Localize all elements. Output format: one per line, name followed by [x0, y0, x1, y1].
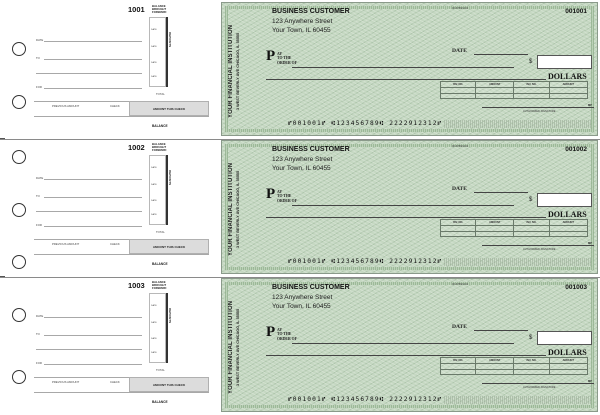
check-face — [221, 278, 598, 412]
dollars-label: DOLLARS — [548, 72, 587, 81]
stub-date-label: DATE — [36, 176, 44, 180]
pay-label-line1: AY — [277, 52, 283, 56]
pay-label-line3: ORDER OF — [277, 336, 297, 341]
pay-initial: P — [266, 186, 276, 202]
total-label: TOTAL — [156, 368, 165, 372]
stub-check-label: CHECK — [110, 104, 120, 108]
deposit-date-label: DATE — [151, 200, 157, 202]
deposits-label: DEPOSITS — [168, 32, 172, 48]
mp-mark: MP — [588, 104, 592, 107]
balance-label: BALANCE — [152, 262, 168, 266]
pay-label-line1: AY — [277, 190, 283, 194]
bank-info — [228, 149, 250, 269]
stub-to-line-2 — [36, 349, 142, 350]
business-street: 123 Anywhere Street — [272, 156, 333, 163]
stub-to-line[interactable] — [44, 335, 142, 336]
bank-address: 3 WEST BEVERLY AVE CHICAGO, IL 55555 — [236, 308, 240, 386]
invoice-header: INV. NO. — [441, 220, 476, 226]
deposits-label: DEPOSITS — [168, 170, 172, 186]
deposits-bar — [166, 17, 168, 87]
date-label: DATE — [452, 186, 467, 192]
business-name: BUSINESS CUSTOMER — [272, 146, 350, 153]
signature-field[interactable] — [482, 245, 594, 246]
routing-fraction: 00-6789/1234 — [452, 145, 469, 148]
micr-line: ⑈001001⑈ ⑆123456789⑆ 2222912312⑈ — [288, 120, 443, 127]
date-field[interactable] — [474, 330, 528, 331]
check-number: 001003 — [565, 284, 587, 291]
deposit-date-label: DATE — [151, 184, 157, 186]
invoice-cell[interactable] — [441, 369, 476, 374]
deposit-date-label: DATE — [151, 338, 157, 340]
business-street: 123 Anywhere Street — [272, 18, 333, 25]
payee-field[interactable] — [292, 343, 514, 344]
pay-initial: P — [266, 48, 276, 64]
micr-pattern — [444, 120, 592, 128]
stub-check-label: CHECK — [110, 380, 120, 384]
balance-brought-forward-label: BALANCE BROUGHT FORWARD — [152, 4, 167, 15]
dollar-sign: $ — [529, 197, 533, 203]
balance-label: BALANCE — [152, 124, 168, 128]
dollars-label: DOLLARS — [548, 210, 587, 219]
invoice-header: AMOUNT — [476, 220, 514, 226]
deposit-date-label: DATE — [151, 46, 157, 48]
deposit-date-label: DATE — [151, 322, 157, 324]
deposit-date-label: DATE — [151, 352, 157, 354]
invoice-cell[interactable] — [549, 93, 587, 98]
invoice-cell[interactable] — [441, 93, 476, 98]
invoice-cell[interactable] — [514, 93, 549, 98]
deposit-date-label: DATE — [151, 29, 157, 31]
deposits-bar — [166, 293, 168, 363]
check-stub — [34, 2, 209, 138]
written-amount-field[interactable] — [266, 79, 546, 80]
signature-label: AUTHORIZED SIGNATURE — [523, 248, 556, 251]
total-label: TOTAL — [156, 92, 165, 96]
stub-divider — [34, 254, 209, 255]
balance-brought-forward-label: BALANCE BROUGHT FORWARD — [152, 280, 167, 291]
stub-check-number: 1003 — [128, 281, 145, 290]
deposit-date-label: DATE — [151, 76, 157, 78]
deposits-label: DEPOSITS — [168, 308, 172, 324]
previous-amount-label: PREVIOUS AMOUNT — [52, 380, 80, 384]
invoice-header: INV. NO. — [441, 82, 476, 88]
stub-for-line[interactable] — [44, 226, 142, 227]
signature-field[interactable] — [482, 383, 594, 384]
pay-label-line2: TO THE — [277, 194, 292, 199]
bank-address: 3 WEST BEVERLY AVE CHICAGO, IL 55555 — [236, 170, 240, 248]
deposits-bar — [166, 155, 168, 225]
invoice-header: INV. NO. — [514, 358, 549, 364]
amount-field[interactable] — [537, 55, 592, 69]
stub-to-line-2 — [36, 73, 142, 74]
invoice-header: INV. NO. — [441, 358, 476, 364]
bank-info — [228, 11, 250, 131]
invoice-table — [440, 219, 588, 237]
business-city: Your Town, IL 60455 — [272, 165, 331, 172]
deposits-column[interactable] — [149, 17, 166, 87]
deposit-date-label: DATE — [151, 62, 157, 64]
pay-label-line2: TO THE — [277, 332, 292, 337]
invoice-header: AMOUNT — [476, 358, 514, 364]
business-name: BUSINESS CUSTOMER — [272, 284, 350, 291]
dollar-sign: $ — [529, 335, 533, 341]
stub-to-line[interactable] — [44, 197, 142, 198]
invoice-header: AMOUNT — [476, 82, 514, 88]
business-name: BUSINESS CUSTOMER — [272, 8, 350, 15]
invoice-cell[interactable] — [514, 231, 549, 236]
date-label: DATE — [452, 324, 467, 330]
stub-to-label: TO — [36, 332, 40, 336]
check-block — [0, 140, 600, 278]
bank-name: YOUR FINANCIAL INSTITUTION — [228, 162, 234, 256]
amount-this-check-box[interactable]: AMOUNT THIS CHECK — [129, 239, 209, 254]
stub-for-label: FOR — [36, 361, 42, 365]
pay-initial: P — [266, 324, 276, 340]
pay-to-the-order-of-label — [277, 52, 297, 65]
deposit-date-label: DATE — [151, 214, 157, 216]
business-city: Your Town, IL 60455 — [272, 303, 331, 310]
invoice-header: INV. NO. — [514, 220, 549, 226]
deposits-column[interactable] — [149, 293, 166, 363]
date-field[interactable] — [474, 54, 528, 55]
amount-field[interactable] — [537, 193, 592, 207]
stub-to-label: TO — [36, 56, 40, 60]
payee-field[interactable] — [292, 205, 514, 206]
bank-name: YOUR FINANCIAL INSTITUTION — [228, 300, 234, 394]
stub-date-label: DATE — [36, 314, 44, 318]
dollar-sign: $ — [529, 59, 533, 65]
invoice-cell[interactable] — [441, 231, 476, 236]
balance-label: BALANCE — [152, 400, 168, 404]
signature-field[interactable] — [482, 107, 594, 108]
pay-to-the-order-of-label — [277, 190, 297, 203]
bank-info — [228, 287, 250, 407]
stub-date-line[interactable] — [44, 179, 142, 180]
micr-pattern — [444, 258, 592, 266]
invoice-header: AMOUNT — [549, 358, 587, 364]
previous-amount-label: PREVIOUS AMOUNT — [52, 242, 80, 246]
invoice-cell[interactable] — [549, 369, 587, 374]
stub-check-label: CHECK — [110, 242, 120, 246]
check-block — [0, 2, 600, 140]
stub-date-line[interactable] — [44, 41, 142, 42]
signature-label: AUTHORIZED SIGNATURE — [523, 386, 556, 389]
routing-fraction: 00-6789/1234 — [452, 283, 469, 286]
mp-mark: MP — [588, 380, 592, 383]
written-amount-field[interactable] — [266, 355, 546, 356]
stub-check-number: 1001 — [128, 5, 145, 14]
bank-address: 3 WEST BEVERLY AVE CHICAGO, IL 55555 — [236, 32, 240, 110]
bank-name: YOUR FINANCIAL INSTITUTION — [228, 24, 234, 118]
deposits-column[interactable] — [149, 155, 166, 225]
amount-this-check-box[interactable]: AMOUNT THIS CHECK — [129, 377, 209, 392]
stub-check-number: 1002 — [128, 143, 145, 152]
pay-label-line1: AY — [277, 328, 283, 332]
pay-to-the-order-of-label — [277, 328, 297, 341]
dollars-label: DOLLARS — [548, 348, 587, 357]
payee-field[interactable] — [292, 67, 514, 68]
stub-divider — [34, 392, 209, 393]
check-stub — [34, 140, 209, 276]
check-face — [221, 2, 598, 136]
pay-label-line3: ORDER OF — [277, 60, 297, 65]
pay-label-line3: ORDER OF — [277, 198, 297, 203]
stub-to-label: TO — [36, 194, 40, 198]
routing-fraction: 00-6789/1234 — [452, 7, 469, 10]
invoice-header: AMOUNT — [549, 82, 587, 88]
micr-pattern — [444, 396, 592, 404]
invoice-table — [440, 357, 588, 375]
stub-for-label: FOR — [36, 85, 42, 89]
date-label: DATE — [452, 48, 467, 54]
invoice-cell[interactable] — [476, 93, 514, 98]
check-block — [0, 278, 600, 415]
stub-for-line[interactable] — [44, 88, 142, 89]
balance-brought-forward-label: BALANCE BROUGHT FORWARD — [152, 142, 167, 153]
total-label: TOTAL — [156, 230, 165, 234]
stub-for-line[interactable] — [44, 364, 142, 365]
invoice-header: INV. NO. — [514, 82, 549, 88]
invoice-cell[interactable] — [476, 231, 514, 236]
invoice-cell[interactable] — [514, 369, 549, 374]
written-amount-field[interactable] — [266, 217, 546, 218]
invoice-header: AMOUNT — [549, 220, 587, 226]
mp-mark: MP — [588, 242, 592, 245]
micr-line: ⑈001001⑈ ⑆123456789⑆ 2222912312⑈ — [288, 258, 443, 265]
stub-for-label: FOR — [36, 223, 42, 227]
check-number: 001001 — [565, 8, 587, 15]
deposit-date-label: DATE — [151, 305, 157, 307]
invoice-table — [440, 81, 588, 99]
amount-field[interactable] — [537, 331, 592, 345]
invoice-cell[interactable] — [549, 231, 587, 236]
invoice-cell[interactable] — [476, 369, 514, 374]
stub-to-line[interactable] — [44, 59, 142, 60]
check-number: 001002 — [565, 146, 587, 153]
micr-line: ⑈001001⑈ ⑆123456789⑆ 2222912312⑈ — [288, 396, 443, 403]
check-face — [221, 140, 598, 274]
amount-this-check-box[interactable]: AMOUNT THIS CHECK — [129, 101, 209, 116]
previous-amount-label: PREVIOUS AMOUNT — [52, 104, 80, 108]
date-field[interactable] — [474, 192, 528, 193]
signature-label: AUTHORIZED SIGNATURE — [523, 110, 556, 113]
pay-label-line2: TO THE — [277, 56, 292, 61]
check-stub — [34, 278, 209, 414]
business-city: Your Town, IL 60455 — [272, 27, 331, 34]
deposit-date-label: DATE — [151, 167, 157, 169]
stub-date-line[interactable] — [44, 317, 142, 318]
stub-date-label: DATE — [36, 38, 44, 42]
stub-divider — [34, 116, 209, 117]
business-street: 123 Anywhere Street — [272, 294, 333, 301]
stub-to-line-2 — [36, 211, 142, 212]
